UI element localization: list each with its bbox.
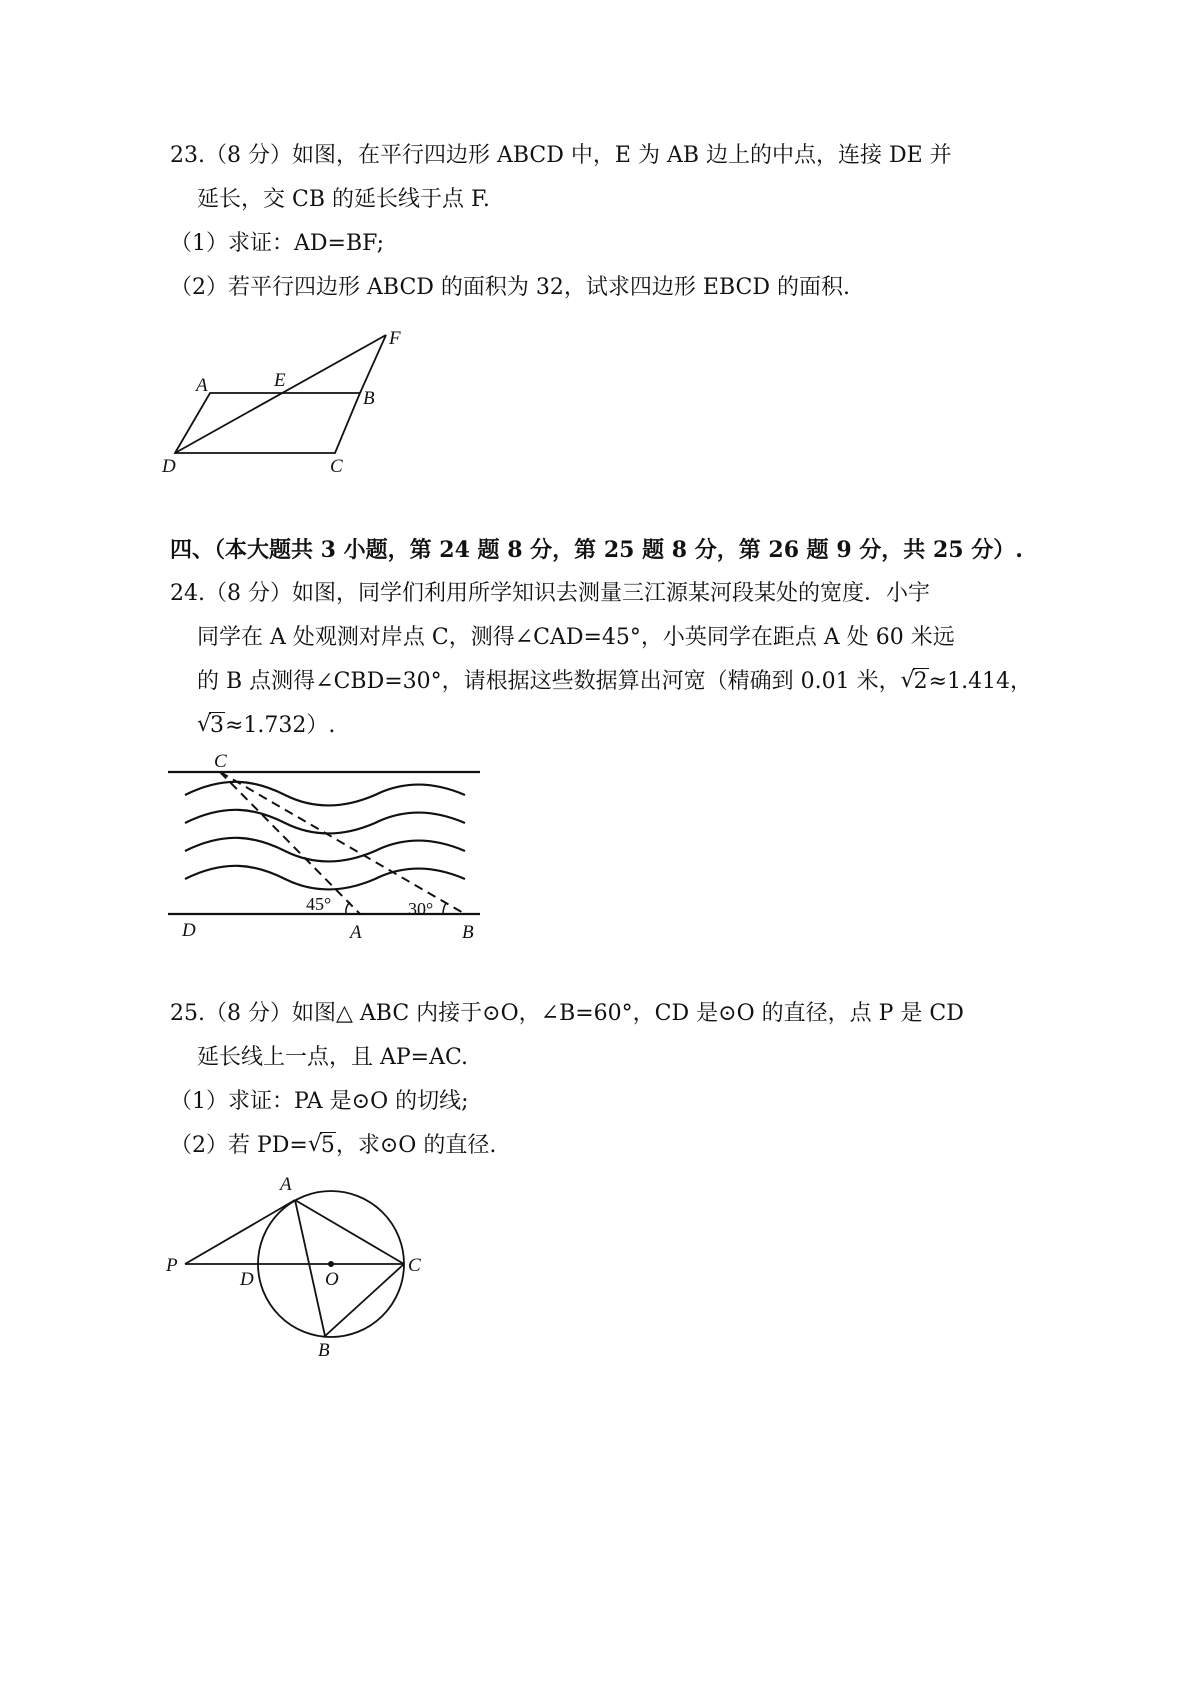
q23-part-2: （2）若平行四边形 ABCD 的面积为 32，试求四边形 EBCD 的面积. — [170, 275, 850, 300]
q24-line-3-text: 的 B 点测得∠CBD=30°，请根据这些数据算出河宽（精确到 0.01 米， — [197, 669, 901, 694]
label-B: B — [462, 922, 474, 943]
sqrt-3: √ 3 — [197, 712, 225, 740]
sqrt-2: √ 2 — [901, 668, 929, 696]
q25-part-2-tail: ，求⊙O 的直径. — [335, 1133, 497, 1158]
label-E: E — [274, 370, 286, 391]
q24-line-2: 同学在 A 处观测对岸点 C，测得∠CAD=45°，小英同学在距点 A 处 60 米远 — [197, 625, 955, 650]
q23-parallelogram-figure — [160, 330, 420, 480]
label-A: A — [280, 1174, 292, 1195]
label-B: B — [363, 388, 375, 409]
q24-river-figure — [160, 750, 500, 945]
label-C: C — [408, 1255, 421, 1276]
label-A: A — [196, 375, 208, 396]
angle-45-label: 45° — [306, 894, 332, 914]
label-D: D — [162, 456, 176, 477]
q24-line-3 — [197, 668, 1032, 696]
q24-line-3-tail: ≈1.414， — [928, 669, 1033, 694]
q23-line-1: 23.（8 分）如图，在平行四边形 ABCD 中，E 为 AB 边上的中点，连接 DE 并 — [170, 143, 952, 168]
label-O: O — [325, 1269, 339, 1290]
q25-line-1: 25.（8 分）如图△ ABC 内接于⊙O，∠B=60°，CD 是⊙O 的直径，点 P 是 CD — [170, 1001, 964, 1026]
label-D: D — [182, 920, 196, 941]
label-D: D — [240, 1269, 254, 1290]
angle-30-label: 30° — [408, 899, 434, 919]
sqrt-5: √ 5 — [308, 1132, 336, 1160]
q23-part-1: （1）求证：AD=BF; — [170, 231, 385, 256]
q25-part-1: （1）求证：PA 是⊙O 的切线; — [170, 1089, 469, 1114]
section-4-heading: 四、（本大题共 3 小题，第 24 题 8 分，第 25 题 8 分，第 26 题 9 分，共 25 分）. — [170, 537, 1023, 563]
q25-line-2: 延长线上一点，且 AP=AC. — [197, 1045, 469, 1070]
label-A: A — [350, 922, 362, 943]
q23-line-2: 延长，交 CB 的延长线于点 F. — [197, 187, 490, 212]
q25-part-2-text: （2）若 PD= — [170, 1133, 308, 1158]
label-C: C — [214, 751, 227, 772]
q24-line-4-tail: ≈1.732）. — [225, 713, 336, 738]
q25-part-2 — [170, 1132, 496, 1160]
label-P: P — [166, 1255, 178, 1276]
q24-line-4 — [197, 712, 335, 740]
label-F: F — [389, 330, 401, 349]
label-B: B — [318, 1340, 330, 1361]
q25-circle-figure — [160, 1170, 440, 1365]
q24-line-1: 24.（8 分）如图，同学们利用所学知识去测量三江源某河段某处的宽度．小宇 — [170, 581, 930, 606]
label-C: C — [330, 456, 343, 477]
